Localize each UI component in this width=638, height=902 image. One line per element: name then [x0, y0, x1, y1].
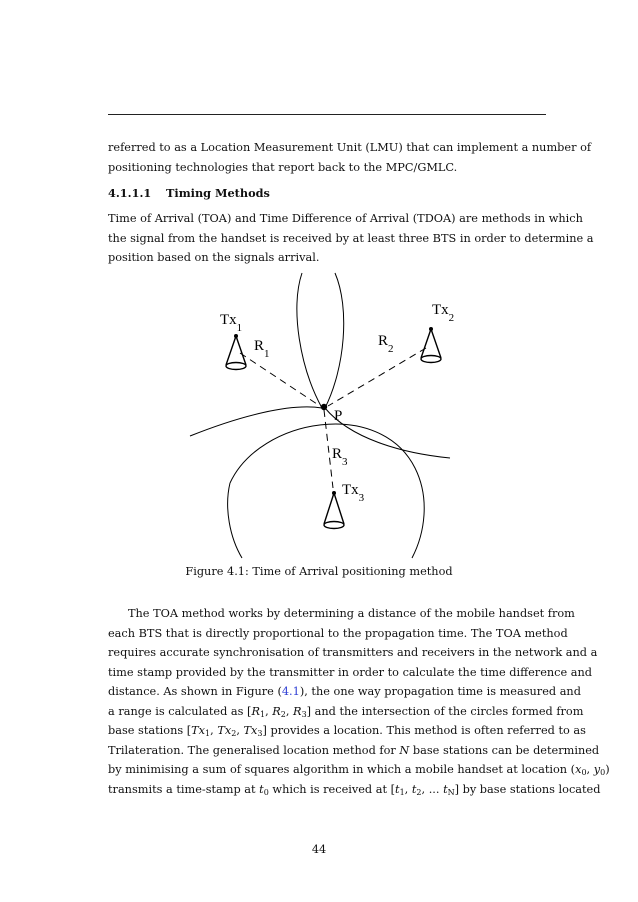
range-line-r2	[328, 348, 426, 406]
transmitter-tx1-icon	[226, 334, 246, 370]
timing-line-3: position based on the signals arrival.	[108, 251, 320, 264]
paragraph-timing	[108, 209, 594, 268]
label-tx1: $Tx_1$	[220, 312, 243, 334]
range-circle-tx3-left	[228, 483, 242, 558]
toa-line-5: distance. As shown in Figure (4.1), the one way propagation time is measured and	[108, 685, 581, 698]
range-circle-tx2-top	[325, 273, 344, 408]
header-rule	[108, 114, 546, 115]
paragraph-intro	[108, 138, 592, 177]
toa-line-10: transmits a time-stamp at $t_0$ which is received at [$t_1$, $t_2$, ... $t_N$] by base stations located	[108, 782, 601, 797]
label-p: P	[334, 408, 343, 424]
toa-line-3: requires accurate synchronisation of transmitters and receivers in the network and a	[108, 646, 598, 659]
range-circle-tx2	[325, 408, 450, 458]
timing-line-2: the signal from the handset is received by at least three BTS in order to determine a	[108, 231, 594, 245]
range-circle-tx3	[230, 424, 424, 558]
label-r1: $R_1$	[254, 338, 270, 360]
section-heading	[108, 186, 270, 200]
intro-line-2: positioning technologies that report back to the MPC/GMLC.	[108, 160, 458, 174]
toa-line-8: Trilateration. The generalised location method for N base stations can be determined	[108, 743, 600, 757]
label-tx3: $Tx_3$	[342, 482, 365, 504]
range-line-r1	[240, 353, 320, 406]
section-number: 4.1.1.1	[108, 186, 152, 200]
page-number: 44	[311, 843, 327, 856]
toa-line-4: time stamp provided by the transmitter in order to calculate the time difference and	[108, 665, 593, 679]
paragraph-toa	[108, 604, 610, 799]
section-title: Timing Methods	[166, 186, 270, 200]
figure-caption: Figure 4.1: Time of Arrival positioning method	[185, 565, 453, 578]
transmitter-tx3-icon	[324, 491, 344, 529]
toa-diagram	[150, 268, 490, 560]
label-r2: $R_2$	[378, 333, 394, 355]
transmitter-tx2-icon	[421, 327, 441, 363]
toa-line-7: base stations [$Tx_1$, $Tx_2$, $Tx_3$] provides a location. This method is often referred to as	[108, 724, 586, 738]
timing-line-1: Time of Arrival (TOA) and Time Difference of Arrival (TDOA) are methods in which	[108, 212, 583, 225]
label-r3: $R_3$	[332, 446, 348, 468]
intro-line-1: referred to as a Location Measurement Unit (LMU) that can implement a number of	[108, 141, 592, 154]
range-circle-tx1-top	[297, 273, 322, 408]
toa-line-2: each BTS that is directly proportional to the propagation time. The TOA method	[108, 626, 568, 640]
figure-reference-link[interactable]: 4.1	[281, 685, 300, 698]
toa-line-1: The TOA method works by determining a distance of the mobile handset from	[128, 607, 575, 620]
toa-line-6: a range is calculated as [$R_1$, $R_2$, $R_3$] and the intersection of the circles formed from	[108, 704, 584, 719]
range-circle-tx1	[190, 407, 322, 436]
point-p-marker	[321, 404, 327, 410]
toa-line-9: by minimising a sum of squares algorithm in which a mobile handset at location ($x_0$, $y_0$)	[108, 763, 610, 777]
label-tx2: $Tx_2$	[432, 302, 455, 324]
